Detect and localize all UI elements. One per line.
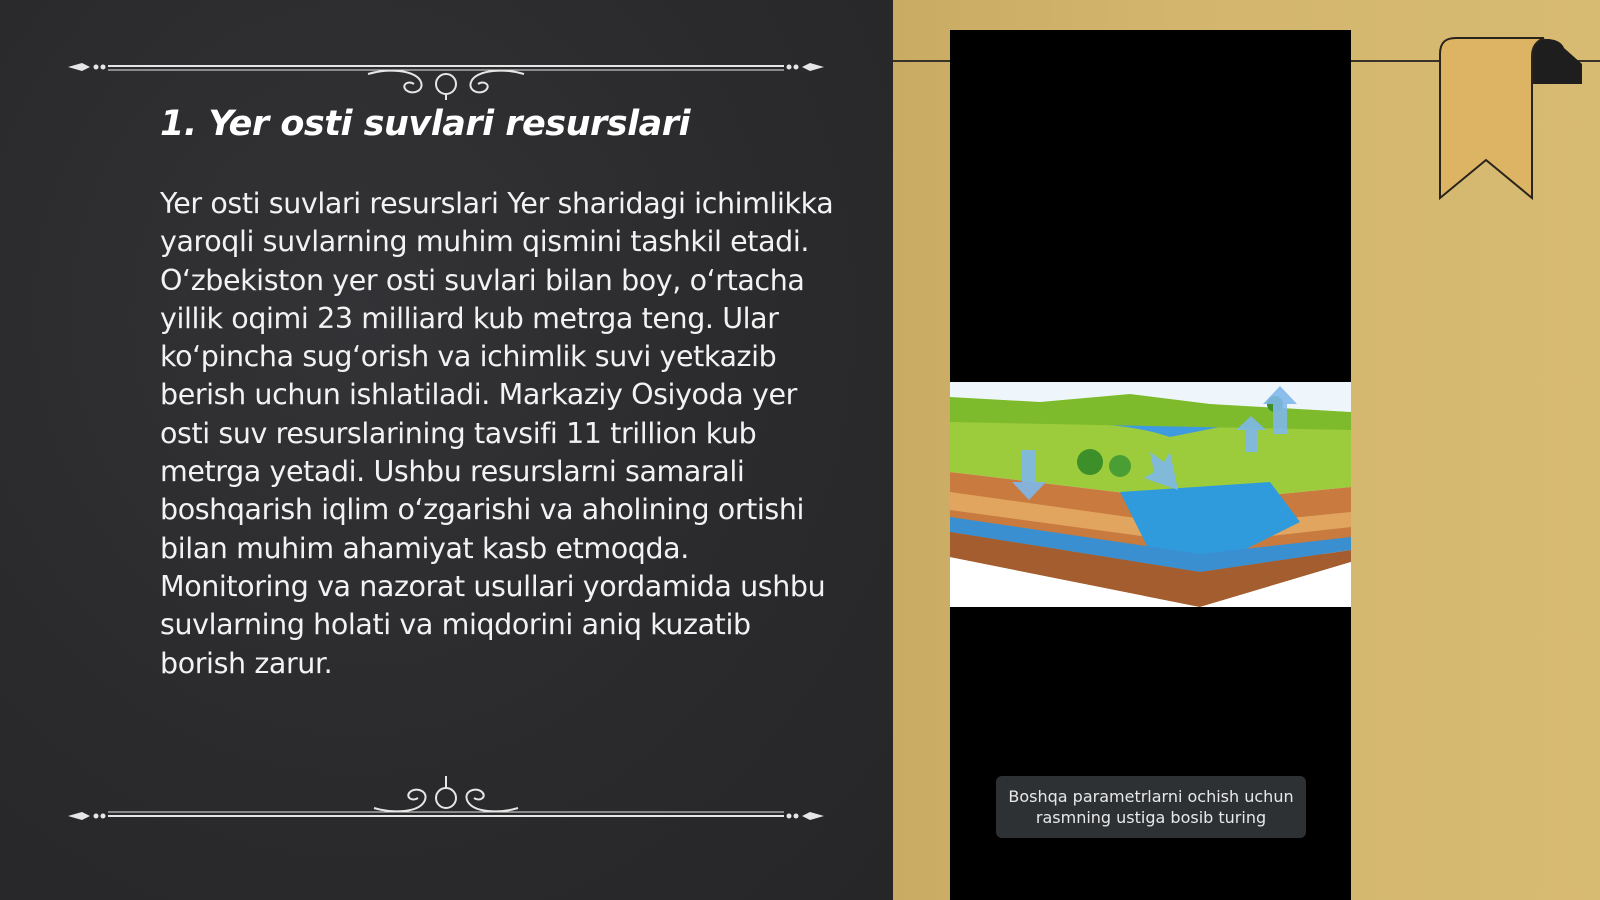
image-viewer-hint	[996, 776, 1306, 838]
bottom-ornament-icon	[68, 772, 824, 832]
hint-line-1: Boshqa parametrlarni ochish uchun	[1008, 787, 1294, 806]
groundwater-illustration[interactable]	[950, 382, 1351, 607]
bookmark-ribbon-icon	[1434, 36, 1582, 202]
slide-title: 1. Yer osti suvlari resurslari	[160, 104, 690, 144]
top-ornament-icon	[68, 40, 824, 100]
divider-line-left	[893, 60, 951, 62]
hint-line-2: rasmning ustiga bosib turing	[1035, 808, 1267, 827]
slide-body-text: Yer osti suvlari resurslari Yer sharidagi ichimlikka yaroqli suvlarning muhim qismini tashkil etadi. O‘zbekiston yer osti suvlari bilan boy, o‘rtacha yillik oqimi 23 milliard kub metrga teng. Ular ko‘pincha sug‘orish va ichimlik suvi yetkazib berish uchun ishlatiladi. Markaziy Osiyoda yer osti suv resurslarining tavsifi 11 trillion kub metrga yetadi. Ushbu resurslarni samarali boshqarish iqlim o‘zgarishi va aholining ortishi bilan muhim ahamiyat kasb etmoqda. Monitoring va nazorat usullari yordamida ushbu suvlarning holati va miqdorini aniq kuzatib borish zarur.	[160, 187, 834, 680]
